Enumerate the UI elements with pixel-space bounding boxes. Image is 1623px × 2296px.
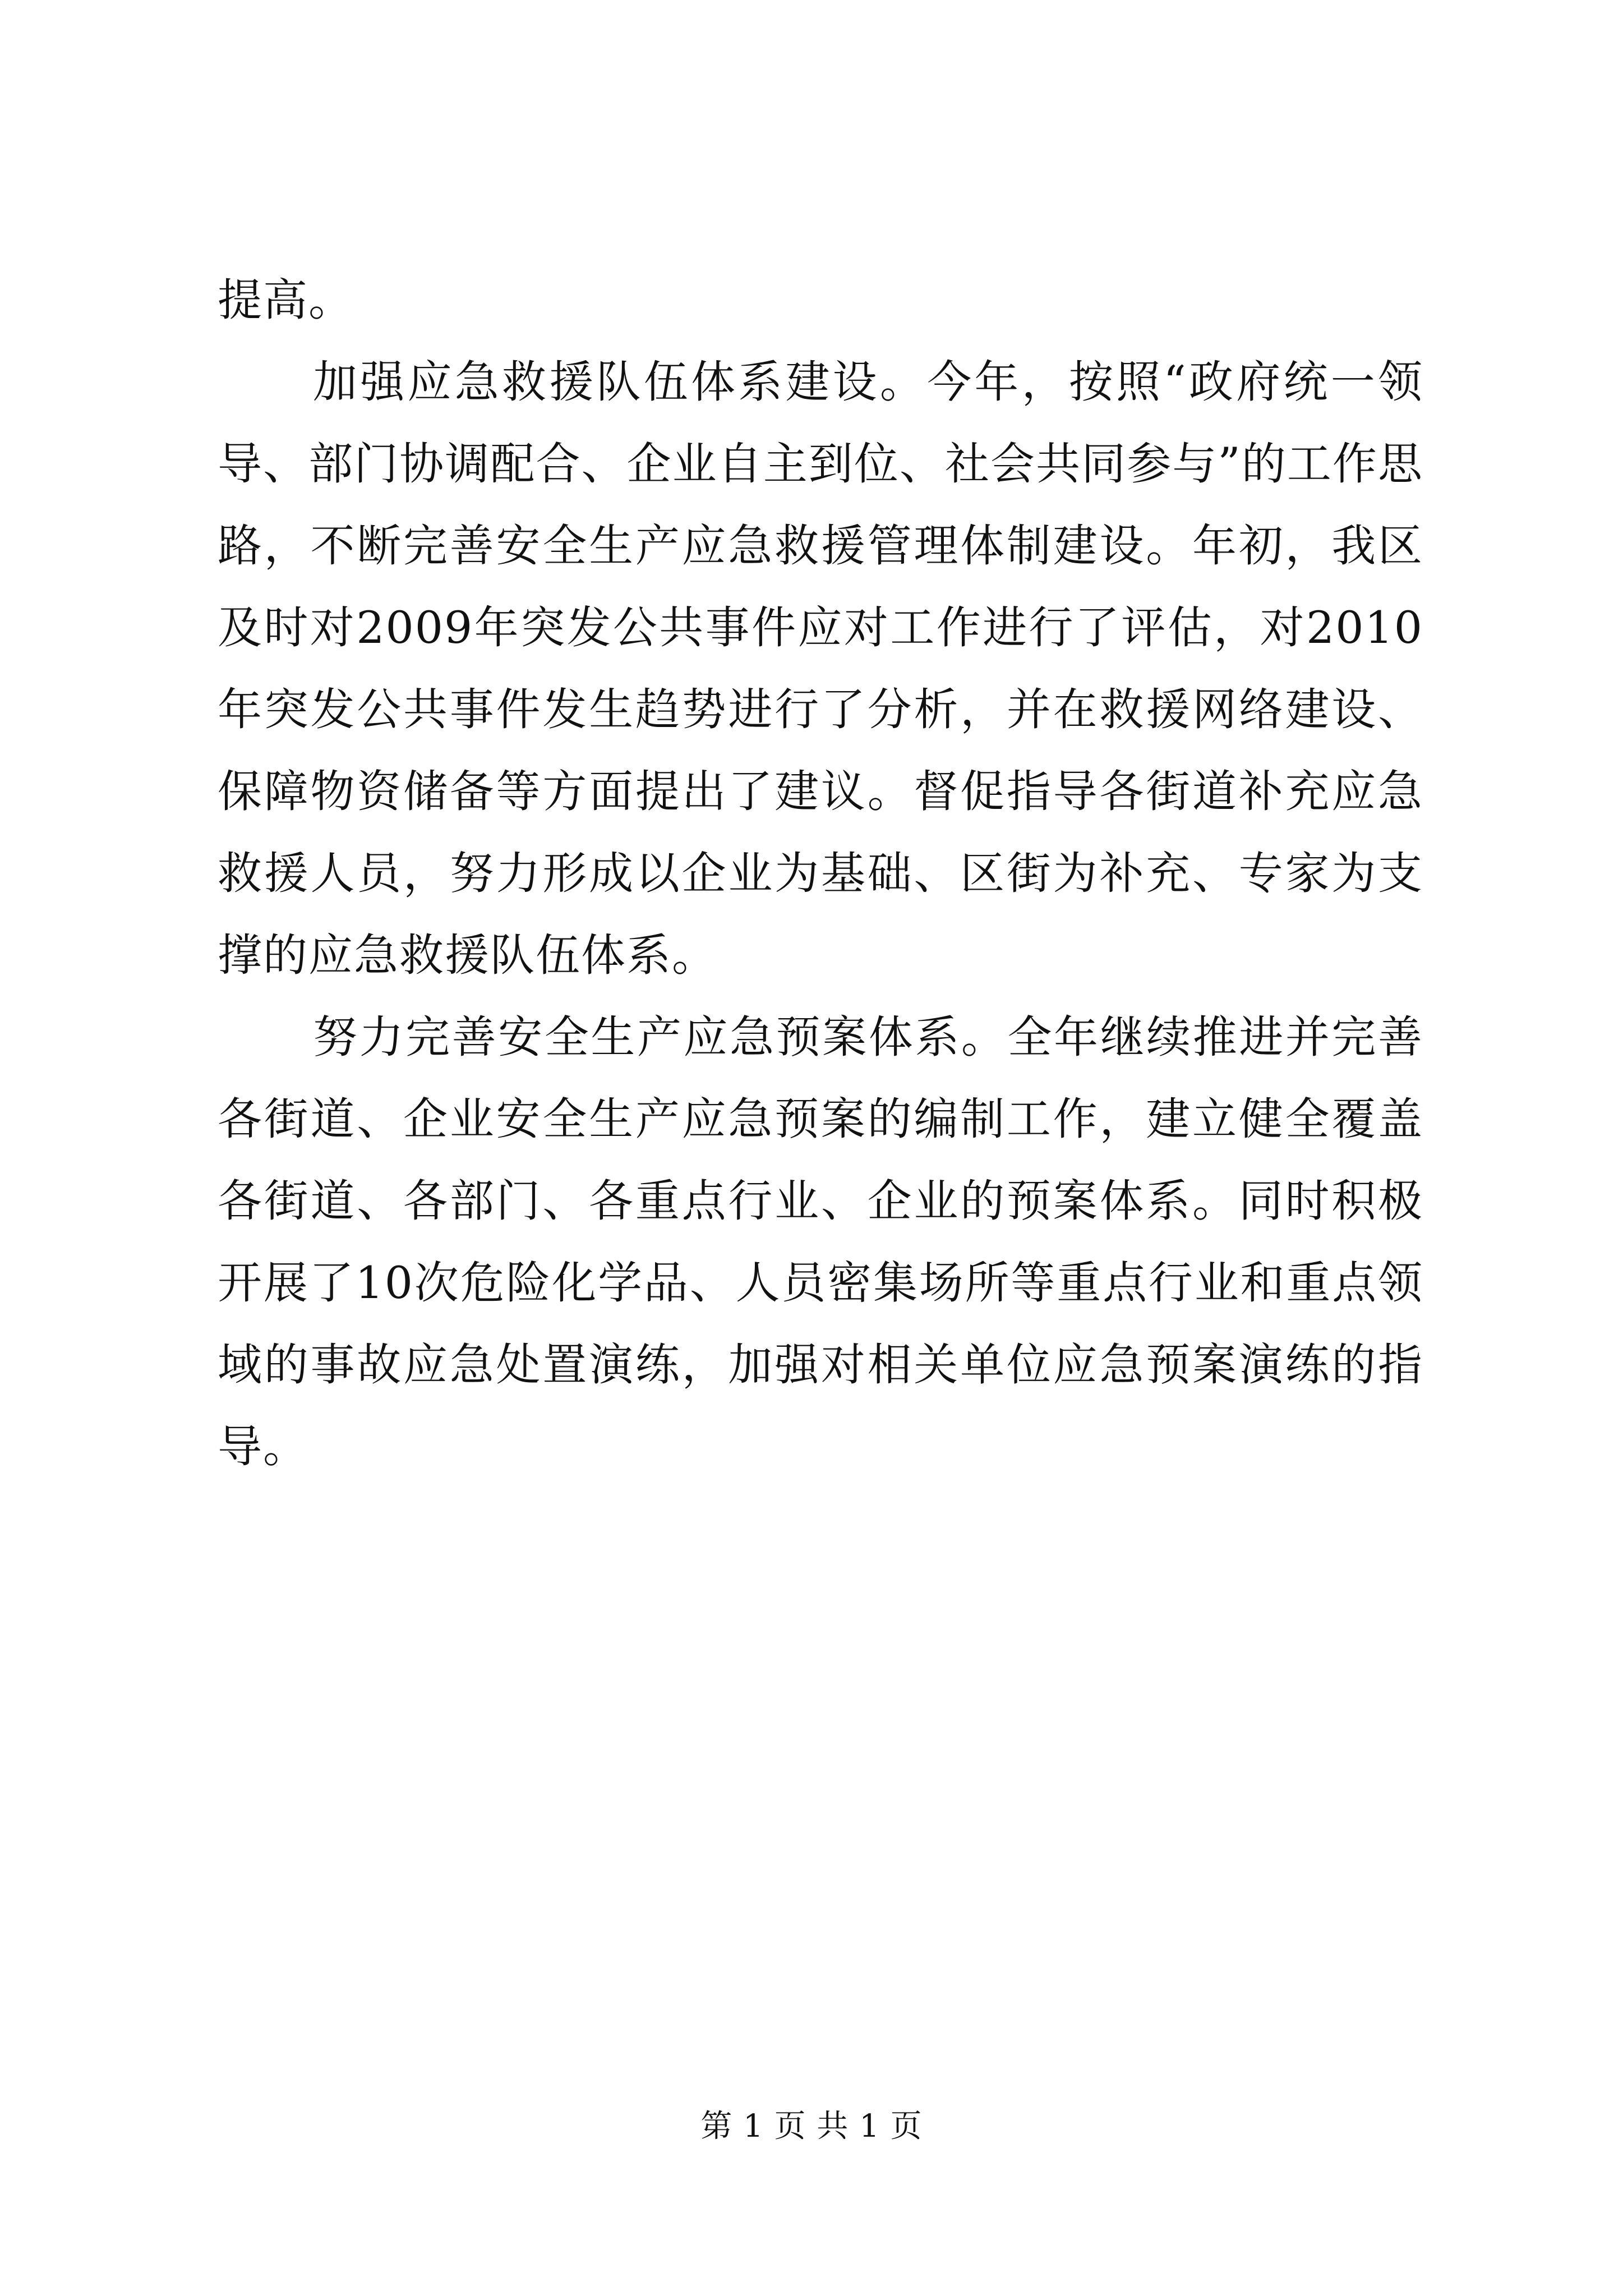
paragraph-emergency-plan: 努力完善安全生产应急预案体系。全年继续推进并完善各街道、企业安全生产应急预案的编制工作，建立健全覆盖各街道、各部门、各重点行业、企业的预案体系。同时积极开展了10次危险化学品、人员密集场所等重点行业和重点领域的事故应急处置演练，加强对相关单位应急预案演练的指导。 — [218, 1011, 1423, 1473]
paragraph-continuation: 提高。 — [218, 274, 354, 326]
paragraph-rescue-team: 加强应急救援队伍体系建设。今年，按照“政府统一领导、部门协调配合、企业自主到位、社会共同参与”的工作思路，不断完善安全生产应急救援管理体制建设。年初，我区及时对2009年突发公共事件应对工作进行了评估，对2010年突发公共事件发生趋势进行了分析，并在救援网络建设、保障物资储备等方面提出了建议。督促指导各街道补充应急救援人员，努力形成以企业为基础、区街为补充、专家为支撑的应急救援队伍体系。 — [218, 356, 1423, 981]
document-body — [218, 259, 1423, 1488]
page-footer: 第 1 页 共 1 页 — [700, 2108, 923, 2145]
